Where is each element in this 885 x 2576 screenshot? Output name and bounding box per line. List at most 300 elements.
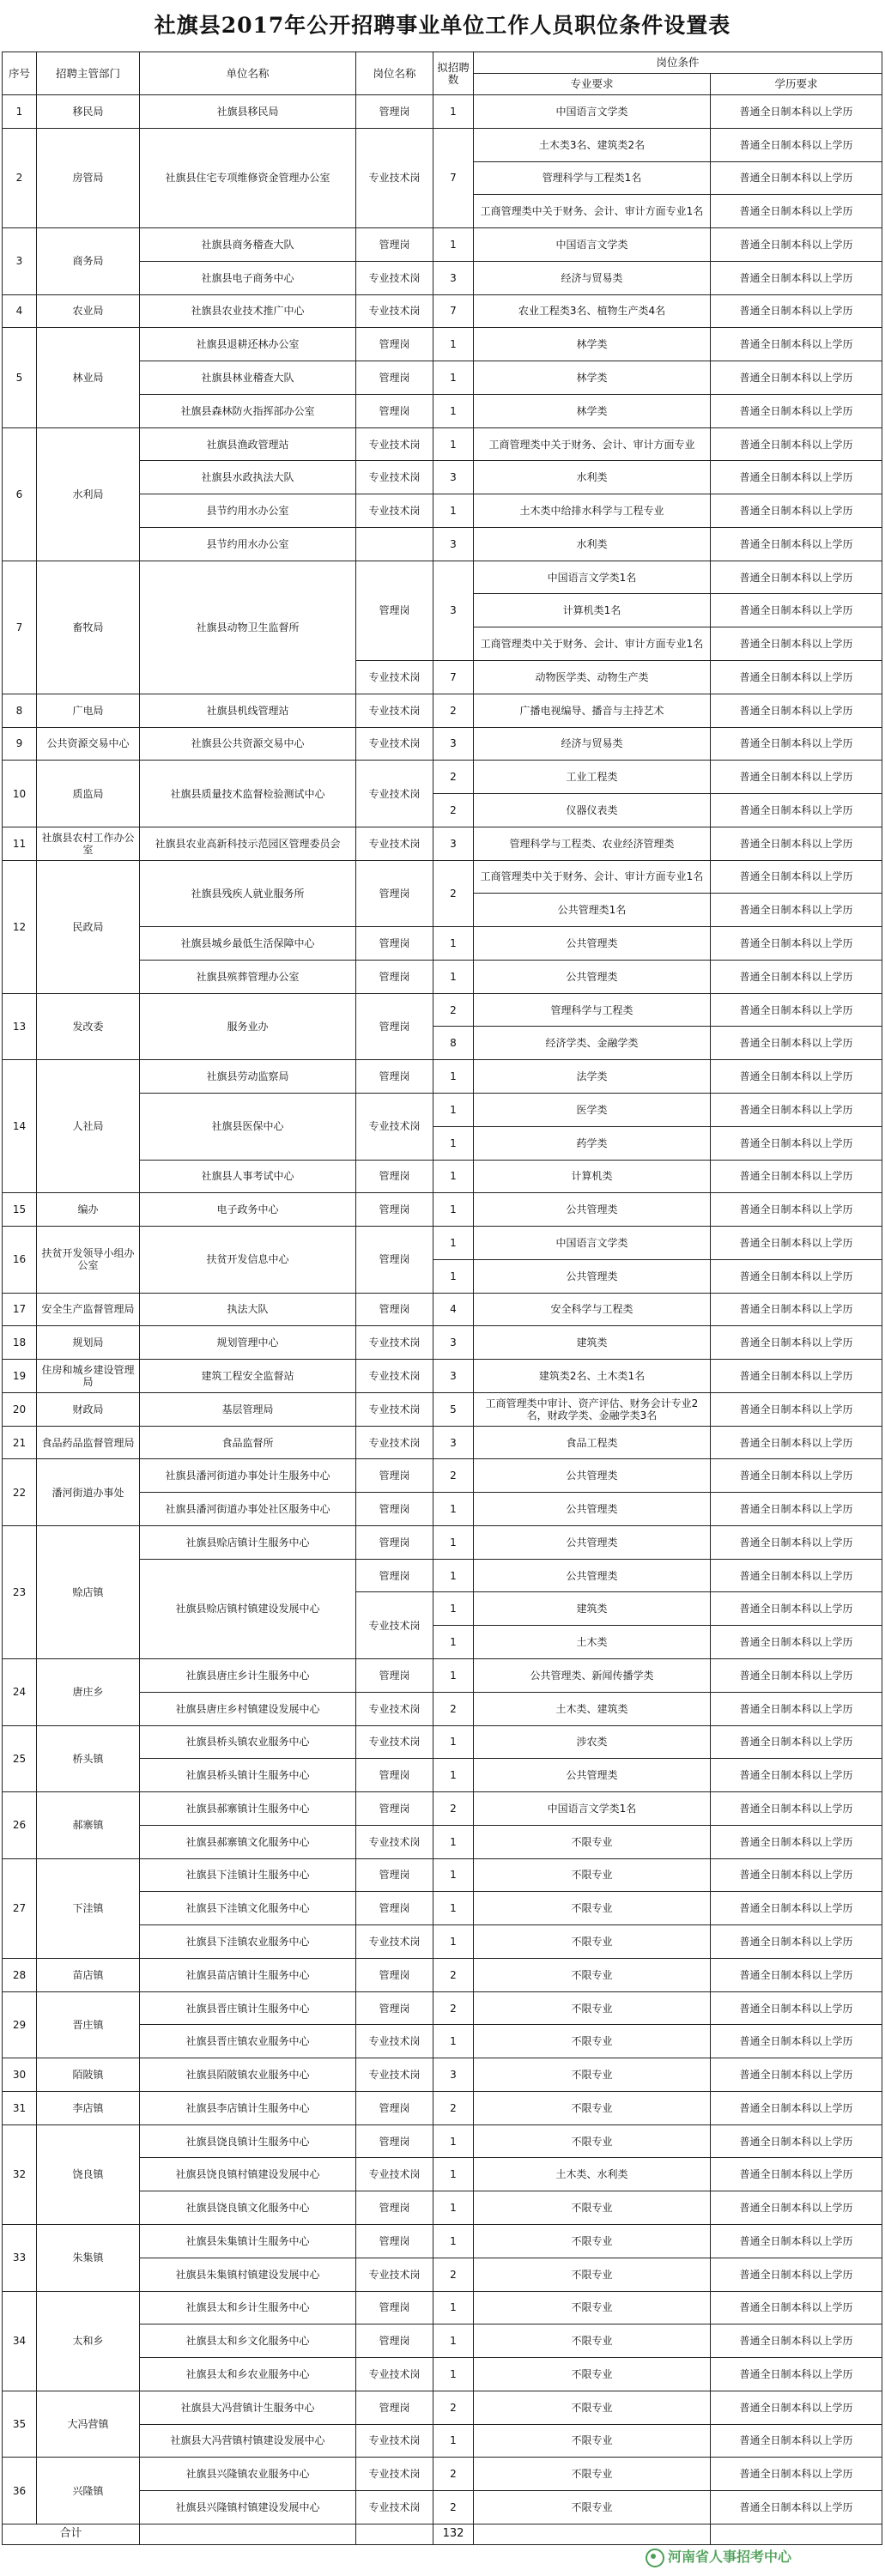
cell-seq: 13 xyxy=(3,993,37,1060)
cell-count: 1 xyxy=(433,1925,474,1959)
cell-seq: 11 xyxy=(3,827,37,860)
cell-post: 专业技术岗 xyxy=(356,2025,433,2058)
cell-major: 土木类、建筑类 xyxy=(474,1692,711,1725)
cell-edu: 普通全日制本科以上学历 xyxy=(711,1060,882,1094)
cell-dept: 移民局 xyxy=(37,95,140,129)
cell-unit: 县节约用水办公室 xyxy=(140,494,356,528)
cell-edu: 普通全日制本科以上学历 xyxy=(711,627,882,661)
cell-unit: 社旗县残疾人就业服务所 xyxy=(140,860,356,927)
cell-count: 1 xyxy=(433,1626,474,1659)
cell-major: 不限专业 xyxy=(474,2191,711,2225)
cell-unit: 社旗县城乡最低生活保障中心 xyxy=(140,927,356,961)
cell-unit: 社旗县朱集镇计生服务中心 xyxy=(140,2225,356,2258)
table-row xyxy=(3,2458,882,2491)
cell-edu: 普通全日制本科以上学历 xyxy=(711,2091,882,2124)
cell-edu: 普通全日制本科以上学历 xyxy=(711,2458,882,2491)
cell-unit: 社旗县太和乡计生服务中心 xyxy=(140,2291,356,2324)
cell-unit: 食品监督所 xyxy=(140,1426,356,1459)
cell-count: 1 xyxy=(433,1126,474,1160)
cell-major: 工商管理类中关于财务、会计、审计方面专业1名 xyxy=(474,860,711,894)
cell-count: 1 xyxy=(433,960,474,993)
table-row xyxy=(3,1958,882,1991)
cell-unit: 社旗县李店镇计生服务中心 xyxy=(140,2091,356,2124)
cell-major: 土木类、水利类 xyxy=(474,2158,711,2191)
cell-post: 管理岗 xyxy=(356,1658,433,1692)
cell-edu: 普通全日制本科以上学历 xyxy=(711,2058,882,2092)
cell-unit: 社旗县移民局 xyxy=(140,95,356,129)
cell-dept: 社旗县农村工作办公室 xyxy=(37,827,140,860)
cell-count: 2 xyxy=(433,860,474,927)
cell-major: 土木类3名、建筑类2名 xyxy=(474,128,711,161)
table-row xyxy=(3,1293,882,1326)
table-row xyxy=(3,561,882,594)
cell-dept: 公共资源交易中心 xyxy=(37,727,140,761)
cell-unit: 社旗县殡葬管理办公室 xyxy=(140,960,356,993)
cell-dept: 安全生产监督管理局 xyxy=(37,1293,140,1326)
cell-seq: 28 xyxy=(3,1958,37,1991)
cell-post: 专业技术岗 xyxy=(356,1725,433,1759)
cell-count: 3 xyxy=(433,527,474,561)
cell-edu: 普通全日制本科以上学历 xyxy=(711,228,882,262)
cell-major: 水利类 xyxy=(474,461,711,494)
table-row xyxy=(3,2225,882,2258)
cell-unit: 社旗县饶良镇文化服务中心 xyxy=(140,2191,356,2225)
cell-major: 林学类 xyxy=(474,328,711,361)
cell-unit: 社旗县大冯营镇计生服务中心 xyxy=(140,2391,356,2424)
cell-major: 工商管理类中关于财务、会计、审计方面专业1名 xyxy=(474,195,711,228)
cell-seq: 6 xyxy=(3,427,37,561)
cell-edu: 普通全日制本科以上学历 xyxy=(711,1493,882,1526)
cell-major: 广播电视编导、播音与主持艺术 xyxy=(474,694,711,727)
cell-unit: 社旗县饶良镇计生服务中心 xyxy=(140,2124,356,2158)
cell-unit: 社旗县唐庄乡村镇建设发展中心 xyxy=(140,1692,356,1725)
cell-edu: 普通全日制本科以上学历 xyxy=(711,2158,882,2191)
cell-major: 公共管理类1名 xyxy=(474,894,711,927)
table-row xyxy=(3,427,882,461)
cell-edu: 普通全日制本科以上学历 xyxy=(711,427,882,461)
cell-count: 3 xyxy=(433,1326,474,1360)
cell-post: 管理岗 xyxy=(356,1792,433,1826)
cell-dept: 质监局 xyxy=(37,761,140,827)
cell-major: 公共管理类 xyxy=(474,1459,711,1493)
cell-major: 管理科学与工程类 xyxy=(474,993,711,1027)
positions-table xyxy=(2,52,882,2545)
cell-major: 公共管理类 xyxy=(474,1193,711,1227)
table-row xyxy=(3,1858,882,1892)
cell-count: 3 xyxy=(433,1426,474,1459)
cell-count: 1 xyxy=(433,1825,474,1858)
cell-seq: 34 xyxy=(3,2291,37,2391)
cell-major: 公共管理类 xyxy=(474,1759,711,1792)
cell-count: 1 xyxy=(433,1592,474,1626)
cell-post: 管理岗 xyxy=(356,960,433,993)
cell-post: 管理岗 xyxy=(356,2124,433,2158)
cell-major: 法学类 xyxy=(474,1060,711,1094)
cell-dept: 水利局 xyxy=(37,427,140,561)
cell-post: 专业技术岗 xyxy=(356,1825,433,1858)
cell-edu: 普通全日制本科以上学历 xyxy=(711,727,882,761)
cell-post: 管理岗 xyxy=(356,228,433,262)
cell-edu: 普通全日制本科以上学历 xyxy=(711,2025,882,2058)
cell-unit: 社旗县医保中心 xyxy=(140,1093,356,1160)
cell-major: 公共管理类 xyxy=(474,1559,711,1592)
cell-major: 不限专业 xyxy=(474,1825,711,1858)
cell-unit: 社旗县郝寨镇计生服务中心 xyxy=(140,1792,356,1826)
cell-count: 1 xyxy=(433,2124,474,2158)
cell-major: 建筑类 xyxy=(474,1592,711,1626)
cell-unit: 社旗县陌陂镇农业服务中心 xyxy=(140,2058,356,2092)
cell-count: 2 xyxy=(433,761,474,794)
cell-count: 2 xyxy=(433,2258,474,2291)
cell-major: 经济与贸易类 xyxy=(474,727,711,761)
cell-count: 2 xyxy=(433,2091,474,2124)
table-row xyxy=(3,1060,882,1094)
cell-major: 仪器仪表类 xyxy=(474,794,711,827)
table-row xyxy=(3,2391,882,2424)
cell-post: 专业技术岗 xyxy=(356,1360,433,1393)
cell-major: 不限专业 xyxy=(474,1991,711,2025)
cell-unit: 社旗县桥头镇农业服务中心 xyxy=(140,1725,356,1759)
cell-count: 1 xyxy=(433,1093,474,1126)
cell-major: 公共管理类 xyxy=(474,960,711,993)
cell-dept: 苗店镇 xyxy=(37,1958,140,1991)
cell-post: 专业技术岗 xyxy=(356,2358,433,2391)
cell-edu: 普通全日制本科以上学历 xyxy=(711,527,882,561)
cell-edu: 普通全日制本科以上学历 xyxy=(711,361,882,395)
cell-post xyxy=(356,527,433,561)
cell-post: 专业技术岗 xyxy=(356,727,433,761)
cell-post: 专业技术岗 xyxy=(356,461,433,494)
table-row xyxy=(3,827,882,860)
cell-seq: 32 xyxy=(3,2124,37,2224)
cell-edu: 普通全日制本科以上学历 xyxy=(711,1259,882,1293)
cell-edu: 普通全日制本科以上学历 xyxy=(711,561,882,594)
cell-post: 专业技术岗 xyxy=(356,1692,433,1725)
cell-unit: 社旗县桥头镇计生服务中心 xyxy=(140,1759,356,1792)
cell-post: 管理岗 xyxy=(356,1559,433,1592)
cell-seq: 21 xyxy=(3,1426,37,1459)
cell-seq: 25 xyxy=(3,1725,37,1792)
cell-major: 不限专业 xyxy=(474,2124,711,2158)
cell-major: 工商管理类中关于财务、会计、审计方面专业1名 xyxy=(474,627,711,661)
cell-edu: 普通全日制本科以上学历 xyxy=(711,694,882,727)
cell-major: 中国语言文学类 xyxy=(474,1227,711,1260)
cell-edu: 普通全日制本科以上学历 xyxy=(711,1958,882,1991)
table-row xyxy=(3,228,882,262)
cell-edu: 普通全日制本科以上学历 xyxy=(711,1193,882,1227)
cell-post: 专业技术岗 xyxy=(356,761,433,827)
cell-dept: 农业局 xyxy=(37,294,140,328)
cell-seq: 12 xyxy=(3,860,37,993)
cell-post: 专业技术岗 xyxy=(356,2258,433,2291)
table-row xyxy=(3,761,882,794)
cell-major: 林学类 xyxy=(474,361,711,395)
cell-count: 5 xyxy=(433,1392,474,1426)
cell-dept: 规划局 xyxy=(37,1326,140,1360)
cell-unit: 社旗县住宅专项维修资金管理办公室 xyxy=(140,128,356,227)
table-row xyxy=(3,2058,882,2092)
cell-unit: 社旗县赊店镇计生服务中心 xyxy=(140,1525,356,1559)
cell-major: 中国语言文学类 xyxy=(474,95,711,129)
cell-count: 2 xyxy=(433,1792,474,1826)
cell-unit: 社旗县大冯营镇村镇建设发展中心 xyxy=(140,2424,356,2458)
cell-post: 专业技术岗 xyxy=(356,128,433,227)
cell-unit: 规划管理中心 xyxy=(140,1326,356,1360)
cell-edu: 普通全日制本科以上学历 xyxy=(711,960,882,993)
cell-major: 中国语言文学类1名 xyxy=(474,561,711,594)
cell-count: 2 xyxy=(433,2491,474,2524)
cell-count: 3 xyxy=(433,1360,474,1393)
cell-edu: 普通全日制本科以上学历 xyxy=(711,328,882,361)
cell-major: 不限专业 xyxy=(474,2091,711,2124)
cell-unit: 电子政务中心 xyxy=(140,1193,356,1227)
cell-seq: 8 xyxy=(3,694,37,727)
cell-post: 管理岗 xyxy=(356,1227,433,1294)
cell-post: 专业技术岗 xyxy=(356,2058,433,2092)
cell-seq: 1 xyxy=(3,95,37,129)
page-title: 社旗县2017年公开招聘事业单位工作人员职位条件设置表 xyxy=(154,13,731,38)
cell-major: 不限专业 xyxy=(474,1858,711,1892)
total-label: 合计 xyxy=(3,2524,140,2544)
cell-count: 2 xyxy=(433,1991,474,2025)
cell-major: 公共管理类 xyxy=(474,927,711,961)
cell-post: 管理岗 xyxy=(356,927,433,961)
table-row xyxy=(3,1658,882,1692)
cell-post: 管理岗 xyxy=(356,1060,433,1094)
cell-count: 2 xyxy=(433,2391,474,2424)
cell-unit: 社旗县晋庄镇农业服务中心 xyxy=(140,2025,356,2058)
cell-major: 不限专业 xyxy=(474,1892,711,1925)
cell-dept: 食品药品监督管理局 xyxy=(37,1426,140,1459)
cell-count: 3 xyxy=(433,261,474,294)
header-count: 拟招聘数 xyxy=(433,52,474,95)
cell-major: 中国语言文学类1名 xyxy=(474,1792,711,1826)
cell-edu: 普通全日制本科以上学历 xyxy=(711,1725,882,1759)
cell-dept: 桥头镇 xyxy=(37,1725,140,1792)
cell-count: 1 xyxy=(433,95,474,129)
cell-post: 管理岗 xyxy=(356,1958,433,1991)
cell-major: 林学类 xyxy=(474,394,711,427)
cell-unit: 社旗县农业技术推广中心 xyxy=(140,294,356,328)
cell-unit: 社旗县朱集镇村镇建设发展中心 xyxy=(140,2258,356,2291)
cell-count: 1 xyxy=(433,2358,474,2391)
total-empty xyxy=(356,2524,433,2544)
cell-post: 专业技术岗 xyxy=(356,2424,433,2458)
table-row xyxy=(3,1360,882,1393)
cell-post: 管理岗 xyxy=(356,2225,433,2258)
cell-post: 专业技术岗 xyxy=(356,1392,433,1426)
cell-post: 专业技术岗 xyxy=(356,2491,433,2524)
cell-post: 管理岗 xyxy=(356,860,433,927)
cell-edu: 普通全日制本科以上学历 xyxy=(711,894,882,927)
cell-post: 管理岗 xyxy=(356,1858,433,1892)
cell-post: 管理岗 xyxy=(356,1293,433,1326)
cell-unit: 社旗县农业高新科技示范园区管理委员会 xyxy=(140,827,356,860)
table-row xyxy=(3,2124,882,2158)
cell-dept: 财政局 xyxy=(37,1392,140,1426)
cell-major: 建筑类 xyxy=(474,1326,711,1360)
cell-unit: 社旗县太和乡农业服务中心 xyxy=(140,2358,356,2391)
cell-edu: 普通全日制本科以上学历 xyxy=(711,95,882,129)
cell-dept: 郝寨镇 xyxy=(37,1792,140,1859)
cell-unit: 社旗县潘河街道办事处计生服务中心 xyxy=(140,1459,356,1493)
cell-post: 管理岗 xyxy=(356,328,433,361)
cell-dept: 房管局 xyxy=(37,128,140,227)
cell-dept: 晋庄镇 xyxy=(37,1991,140,2058)
cell-dept: 林业局 xyxy=(37,328,140,427)
cell-count: 1 xyxy=(433,1160,474,1193)
cell-post: 管理岗 xyxy=(356,2391,433,2424)
table-row xyxy=(3,694,882,727)
cell-edu: 普通全日制本科以上学历 xyxy=(711,1126,882,1160)
cell-seq: 4 xyxy=(3,294,37,328)
header-major: 专业要求 xyxy=(474,74,711,95)
table-row xyxy=(3,1426,882,1459)
cell-edu: 普通全日制本科以上学历 xyxy=(711,1525,882,1559)
cell-major: 公共管理类、新闻传播学类 xyxy=(474,1658,711,1692)
cell-count: 1 xyxy=(433,361,474,395)
cell-edu: 普通全日制本科以上学历 xyxy=(711,1759,882,1792)
cell-count: 8 xyxy=(433,1027,474,1060)
table-row xyxy=(3,1326,882,1360)
cell-major: 经济与贸易类 xyxy=(474,261,711,294)
table-body xyxy=(3,95,882,2545)
cell-dept: 发改委 xyxy=(37,993,140,1060)
cell-count: 1 xyxy=(433,2291,474,2324)
cell-post: 管理岗 xyxy=(356,1160,433,1193)
cell-major: 计算机类1名 xyxy=(474,594,711,627)
cell-unit: 社旗县兴隆镇村镇建设发展中心 xyxy=(140,2491,356,2524)
cell-edu: 普通全日制本科以上学历 xyxy=(711,1360,882,1393)
cell-count: 3 xyxy=(433,2058,474,2092)
cell-count: 1 xyxy=(433,1858,474,1892)
cell-post: 管理岗 xyxy=(356,1493,433,1526)
cell-major: 经济学类、金融学类 xyxy=(474,1027,711,1060)
cell-seq: 23 xyxy=(3,1525,37,1658)
cell-unit: 社旗县机线管理站 xyxy=(140,694,356,727)
cell-edu: 普通全日制本科以上学历 xyxy=(711,1658,882,1692)
cell-major: 涉农类 xyxy=(474,1725,711,1759)
table-row xyxy=(3,1525,882,1559)
cell-unit: 建筑工程安全监督站 xyxy=(140,1360,356,1393)
cell-unit: 社旗县公共资源交易中心 xyxy=(140,727,356,761)
cell-edu: 普通全日制本科以上学历 xyxy=(711,1027,882,1060)
cell-count: 4 xyxy=(433,1293,474,1326)
cell-dept: 扶贫开发领导小组办公室 xyxy=(37,1227,140,1294)
cell-unit: 社旗县潘河街道办事处社区服务中心 xyxy=(140,1493,356,1526)
cell-dept: 畜牧局 xyxy=(37,561,140,694)
cell-edu: 普通全日制本科以上学历 xyxy=(711,2291,882,2324)
table-row xyxy=(3,1459,882,1493)
cell-major: 动物医学类、动物生产类 xyxy=(474,661,711,694)
cell-edu: 普通全日制本科以上学历 xyxy=(711,1093,882,1126)
cell-count: 1 xyxy=(433,1060,474,1094)
cell-major: 不限专业 xyxy=(474,2391,711,2424)
cell-dept: 饶良镇 xyxy=(37,2124,140,2224)
cell-post: 专业技术岗 xyxy=(356,661,433,694)
cell-count: 1 xyxy=(433,2424,474,2458)
cell-edu: 普通全日制本科以上学历 xyxy=(711,2358,882,2391)
cell-unit: 社旗县晋庄镇计生服务中心 xyxy=(140,1991,356,2025)
cell-seq: 9 xyxy=(3,727,37,761)
cell-seq: 33 xyxy=(3,2225,37,2292)
cell-post: 管理岗 xyxy=(356,2091,433,2124)
cell-dept: 商务局 xyxy=(37,228,140,295)
cell-post: 管理岗 xyxy=(356,2291,433,2324)
cell-edu: 普通全日制本科以上学历 xyxy=(711,1692,882,1725)
cell-count: 2 xyxy=(433,694,474,727)
cell-seq: 24 xyxy=(3,1658,37,1725)
cell-dept: 广电局 xyxy=(37,694,140,727)
cell-edu: 普通全日制本科以上学历 xyxy=(711,1392,882,1426)
cell-count: 2 xyxy=(433,993,474,1027)
table-row xyxy=(3,1725,882,1759)
cell-count: 7 xyxy=(433,294,474,328)
cell-count: 3 xyxy=(433,561,474,660)
cell-count: 1 xyxy=(433,1658,474,1692)
total-count: 132 xyxy=(433,2524,474,2544)
cell-edu: 普通全日制本科以上学历 xyxy=(711,993,882,1027)
cell-major: 管理科学与工程类、农业经济管理类 xyxy=(474,827,711,860)
header-dept: 招聘主管部门 xyxy=(37,52,140,95)
cell-count: 1 xyxy=(433,1559,474,1592)
cell-edu: 普通全日制本科以上学历 xyxy=(711,661,882,694)
cell-count: 1 xyxy=(433,1493,474,1526)
cell-edu: 普通全日制本科以上学历 xyxy=(711,2225,882,2258)
cell-post: 管理岗 xyxy=(356,1459,433,1493)
cell-dept: 人社局 xyxy=(37,1060,140,1193)
cell-edu: 普通全日制本科以上学历 xyxy=(711,1426,882,1459)
total-row xyxy=(3,2524,882,2544)
cell-post: 管理岗 xyxy=(356,2324,433,2358)
table-row xyxy=(3,993,882,1027)
cell-seq: 36 xyxy=(3,2458,37,2524)
cell-major: 不限专业 xyxy=(474,2424,711,2458)
cell-edu: 普通全日制本科以上学历 xyxy=(711,261,882,294)
cell-edu: 普通全日制本科以上学历 xyxy=(711,1792,882,1826)
cell-seq: 19 xyxy=(3,1360,37,1393)
cell-seq: 2 xyxy=(3,128,37,227)
cell-edu: 普通全日制本科以上学历 xyxy=(711,461,882,494)
cell-unit: 扶贫开发信息中心 xyxy=(140,1227,356,1294)
cell-major: 药学类 xyxy=(474,1126,711,1160)
cell-post: 专业技术岗 xyxy=(356,1326,433,1360)
cell-post: 专业技术岗 xyxy=(356,261,433,294)
cell-post: 管理岗 xyxy=(356,1991,433,2025)
cell-edu: 普通全日制本科以上学历 xyxy=(711,2191,882,2225)
total-empty xyxy=(140,2524,356,2544)
cell-major: 不限专业 xyxy=(474,2025,711,2058)
cell-major: 农业工程类3名、植物生产类4名 xyxy=(474,294,711,328)
cell-dept: 陌陂镇 xyxy=(37,2058,140,2092)
cell-edu: 普通全日制本科以上学历 xyxy=(711,2391,882,2424)
cell-post: 管理岗 xyxy=(356,95,433,129)
table-row xyxy=(3,1392,882,1426)
cell-edu: 普通全日制本科以上学历 xyxy=(711,1592,882,1626)
cell-edu: 普通全日制本科以上学历 xyxy=(711,1825,882,1858)
cell-major: 工业工程类 xyxy=(474,761,711,794)
cell-post: 专业技术岗 xyxy=(356,2158,433,2191)
cell-dept: 民政局 xyxy=(37,860,140,993)
cell-major: 水利类 xyxy=(474,527,711,561)
cell-edu: 普通全日制本科以上学历 xyxy=(711,1559,882,1592)
cell-edu: 普通全日制本科以上学历 xyxy=(711,927,882,961)
watermark xyxy=(646,2546,791,2567)
cell-unit: 社旗县饶良镇村镇建设发展中心 xyxy=(140,2158,356,2191)
cell-unit: 社旗县电子商务中心 xyxy=(140,261,356,294)
cell-edu: 普通全日制本科以上学历 xyxy=(711,761,882,794)
cell-unit: 社旗县人事考试中心 xyxy=(140,1160,356,1193)
